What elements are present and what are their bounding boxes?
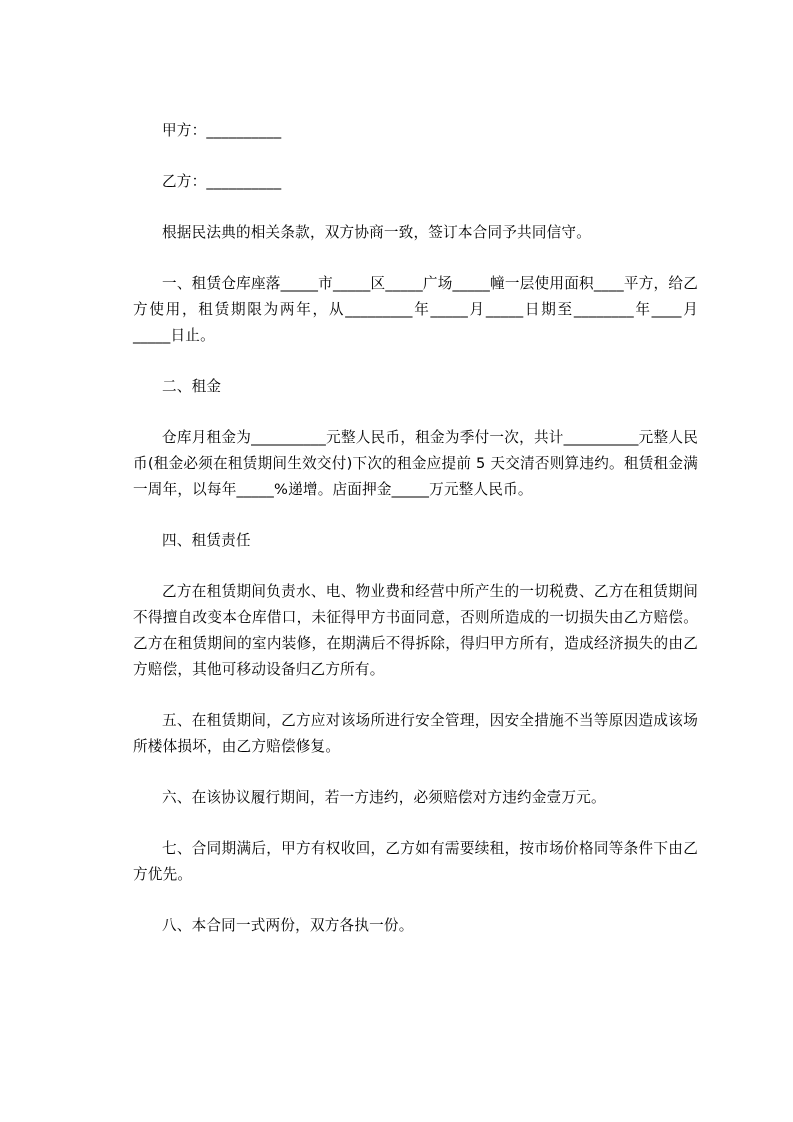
paragraph-clause-4-body: 乙方在租赁期间负责水、电、物业费和经营中所产生的一切税费、乙方在租赁期间不得擅自改变本仓库借口，未征得甲方书面同意，否则所造成的一切损失由乙方赔偿。乙方在租赁期间的室内装修，在期满后不得拆除，得归甲方所有，造成经济损失的由乙方赔偿，其他可移动设备归乙方所有。 xyxy=(133,583,698,678)
paragraph-clause-4-title: 四、租赁责任 xyxy=(162,532,251,549)
paragraph-clause-6: 六、在该协议履行期间，若一方违约，必须赔偿对方违约金壹万元。 xyxy=(162,789,606,806)
paragraph-clause-5: 五、在租赁期间，乙方应对该场所进行安全管理，因安全措施不当等原因造成该场所楼体损坏，由乙方赔偿修复。 xyxy=(133,712,698,755)
paragraph-clause-2-title: 二、租金 xyxy=(162,378,222,395)
paragraph-clause-2-body: 仓库月租金为__________元整人民币，租金为季付一次，共计__________元整人民币(租金必须在租赁期间生效交付)下次的租金应提前 5 天交清否则算违约。租赁租金满一周年，以每年_____%递增。店面押金_____万元整人民币。 xyxy=(133,429,698,498)
paragraph-party-b: 乙方：__________ xyxy=(162,173,282,190)
paragraph-party-a: 甲方：__________ xyxy=(162,122,282,139)
paragraph-clause-7: 七、合同期满后，甲方有权收回，乙方如有需要续租，按市场价格同等条件下由乙方优先。 xyxy=(133,840,698,883)
document-body xyxy=(133,118,698,939)
paragraph-preamble: 根据民法典的相关条款，双方协商一致，签订本合同予共同信守。 xyxy=(162,224,592,241)
paragraph-clause-1: 一、租赁仓库座落_____市_____区_____广场_____幢一层使用面积____平方，给乙方使用，租赁期限为两年，从_________年_____月_____日期至________年____月_____日止。 xyxy=(133,275,698,344)
paragraph-clause-8: 八、本合同一式两份，双方各执一份。 xyxy=(162,917,414,934)
